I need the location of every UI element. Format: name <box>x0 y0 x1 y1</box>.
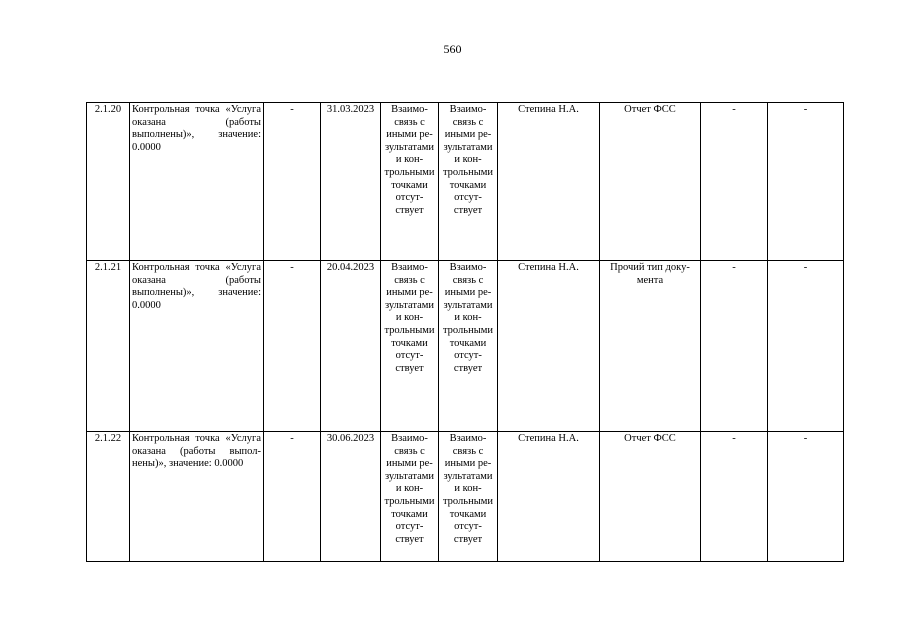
relation-predecessor-cell: Взаимо- связь с иными ре- зультатами и кон- трольными точками отсут- ствует <box>381 103 439 261</box>
extra-cell-10: - <box>768 261 844 432</box>
relation-predecessor-cell: Взаимо- связь с иными ре- зультатами и кон- трольными точками отсут- ствует <box>381 261 439 432</box>
extra-cell-10: - <box>768 103 844 261</box>
row-number: 2.1.20 <box>87 103 130 261</box>
extra-cell-9: - <box>701 261 768 432</box>
extra-cell-10: - <box>768 432 844 562</box>
control-points-table <box>86 102 844 562</box>
document-type-cell: Отчет ФСС <box>600 103 701 261</box>
control-point-name: Контрольная точка «Услуга оказана (работы выполнены)», значение: 0.0000 <box>130 103 264 261</box>
table-row <box>87 261 844 432</box>
base-value-cell: - <box>264 103 321 261</box>
document-type-cell: Прочий тип доку- мента <box>600 261 701 432</box>
due-date-cell: 20.04.2023 <box>321 261 381 432</box>
extra-cell-9: - <box>701 103 768 261</box>
relation-successor-cell: Взаимо- связь с иными ре- зультатами и кон- трольными точками отсут- ствует <box>439 432 498 562</box>
due-date-cell: 30.06.2023 <box>321 432 381 562</box>
relation-successor-cell: Взаимо- связь с иными ре- зультатами и кон- трольными точками отсут- ствует <box>439 261 498 432</box>
document-type-cell: Отчет ФСС <box>600 432 701 562</box>
control-point-name: Контрольная точка «Услуга оказана (работы выполнены)», значение: 0.0000 <box>130 261 264 432</box>
table-row <box>87 432 844 562</box>
due-date-cell: 31.03.2023 <box>321 103 381 261</box>
base-value-cell: - <box>264 261 321 432</box>
table-row <box>87 103 844 261</box>
row-number: 2.1.21 <box>87 261 130 432</box>
responsible-person-cell: Степина Н.А. <box>498 432 600 562</box>
extra-cell-9: - <box>701 432 768 562</box>
relation-predecessor-cell: Взаимо- связь с иными ре- зультатами и кон- трольными точками отсут- ствует <box>381 432 439 562</box>
base-value-cell: - <box>264 432 321 562</box>
relation-successor-cell: Взаимо- связь с иными ре- зультатами и кон- трольными точками отсут- ствует <box>439 103 498 261</box>
page-number: 560 <box>443 42 462 56</box>
control-point-name: Контрольная точка «Услуга оказана (работы выпол-нены)», значение: 0.0000 <box>130 432 264 562</box>
row-number: 2.1.22 <box>87 432 130 562</box>
responsible-person-cell: Степина Н.А. <box>498 261 600 432</box>
responsible-person-cell: Степина Н.А. <box>498 103 600 261</box>
